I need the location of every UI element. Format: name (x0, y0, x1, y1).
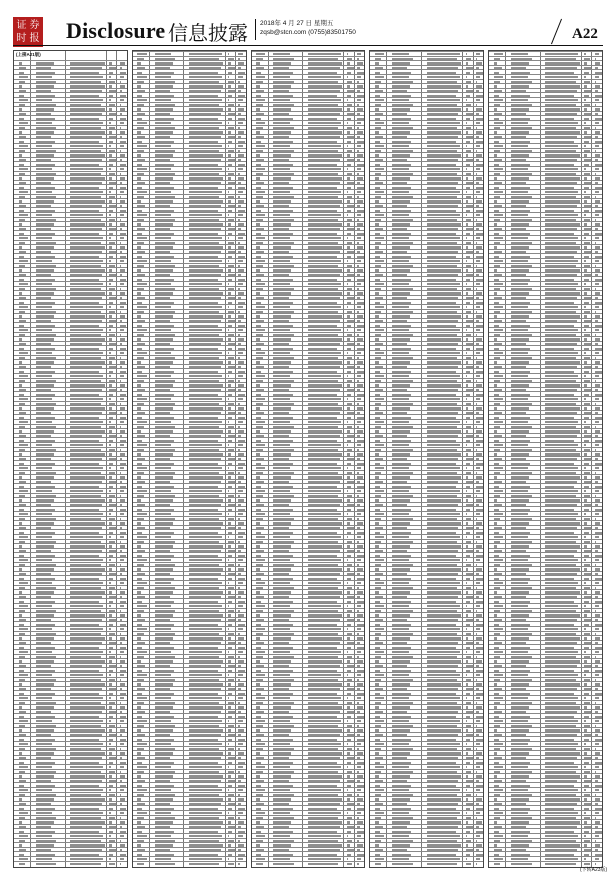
masthead-meta (260, 19, 356, 37)
table-cell (256, 863, 262, 865)
table-row (14, 861, 127, 867)
table-cell (189, 863, 219, 865)
table-cell (476, 863, 477, 865)
section-title: Disclosure (66, 18, 166, 43)
logo-char: 报 (29, 33, 40, 44)
table-cell (392, 863, 413, 865)
table-column (251, 50, 366, 868)
header-rule (13, 45, 603, 46)
table-cell (427, 863, 457, 865)
table-row (370, 861, 483, 867)
table-cell (70, 863, 100, 865)
table-cell (228, 863, 234, 865)
table-cell (273, 863, 294, 865)
table-cell (155, 863, 176, 865)
table-cell (375, 863, 381, 865)
table-cell (19, 863, 25, 865)
table-row (133, 861, 246, 867)
table-column (488, 50, 603, 868)
logo-char: 时 (16, 33, 27, 44)
table-cell (238, 863, 239, 865)
page-number: A22 (572, 26, 598, 42)
divider (551, 19, 562, 44)
logo-char: 券 (29, 20, 40, 31)
table-column (369, 50, 484, 868)
table-cell (357, 863, 358, 865)
newspaper-logo (13, 17, 43, 47)
divider (255, 19, 256, 40)
table-row (252, 861, 365, 867)
disclosure-table (13, 50, 603, 868)
contact-line: zqsb@stcn.com (0755)83501750 (260, 29, 356, 36)
table-cell (109, 863, 115, 865)
table-cell (137, 863, 143, 865)
table-cell (466, 863, 472, 865)
table-column (132, 50, 247, 868)
date-line: 2018年 4 月 27 日 星期五 (260, 20, 334, 27)
table-cell (36, 863, 57, 865)
table-cell (120, 863, 121, 865)
table-cell (308, 863, 338, 865)
section-title-cn: 信息披露 (168, 21, 248, 45)
continued-label: (上接A21版) (16, 52, 41, 57)
logo-char: 证 (16, 20, 27, 31)
table-cell (347, 863, 353, 865)
table-column (13, 50, 128, 868)
